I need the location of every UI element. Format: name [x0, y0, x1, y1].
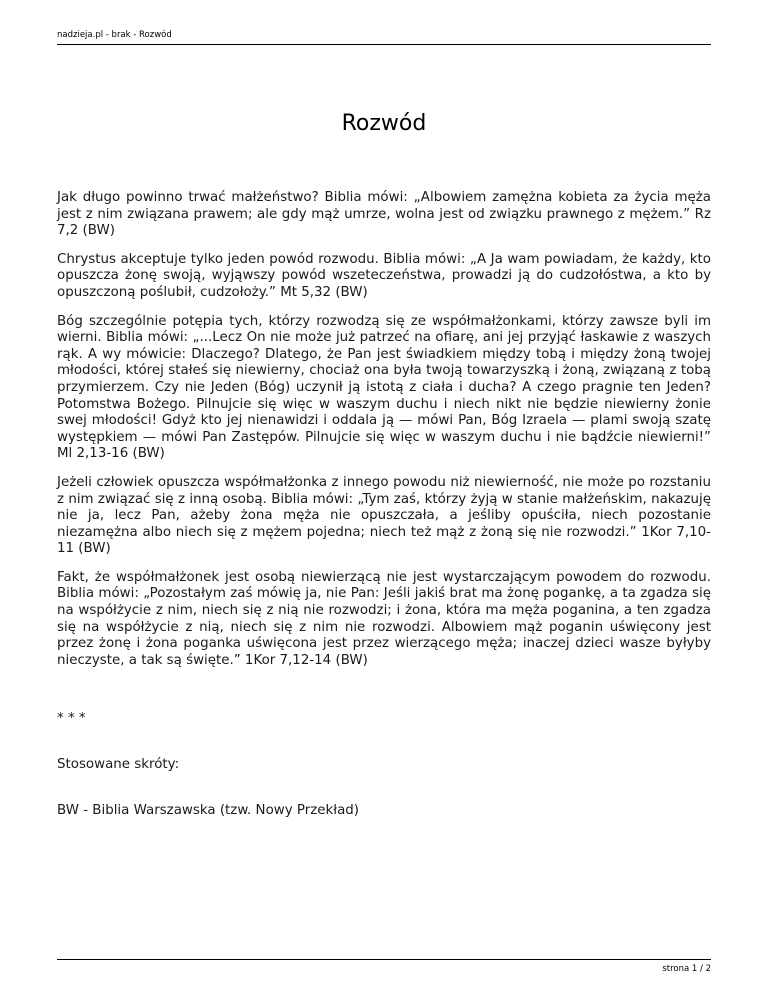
- page-footer: [57, 959, 711, 974]
- section-separator: * * *: [57, 711, 86, 727]
- paragraph-1: Jak długo powinno trwać małżeństwo? Biblia mówi: „Albowiem zamężna kobieta za życia męża jest z nim związana prawem; ale gdy mąż umrze, wolna jest od związku prawnego z mężem.” Rz 7,2 (BW): [57, 190, 711, 239]
- paragraph-2: Chrystus akceptuje tylko jeden powód rozwodu. Biblia mówi: „A Ja wam powiadam, że każdy, kto opuszcza żonę swoją, wyjąwszy powód wszeteczeństwa, prowadzi ją do cudzołóstwa, a kto by opuszczoną poślubił, cudzołoży.” Mt 5,32 (BW): [57, 251, 711, 300]
- page-number: strona 1 / 2: [662, 964, 711, 974]
- abbreviation-item: BW - Biblia Warszawska (tzw. Nowy Przekład): [57, 802, 359, 818]
- paragraph-5: Fakt, że współmałżonek jest osobą niewierzącą nie jest wystarczającym powodem do rozwodu. Biblia mówi: „Pozostałym zaś mówię ja, nie Pan: Jeśli jakiś brat ma żonę pogankę, a ta zgadza się na współżycie z nim, niech się z nią nie rozwodzi; i żona, która ma męża poganina, a ten zgadza się na współżycie z nią, niech się z nim nie rozwodzi. Albowiem mąż poganin uświęcony jest przez żonę i żona poganka uświęcona jest przez wierzącego męża; inaczej dzieci wasze byłyby nieczyste, a tak są święte.” 1Kor 7,12-14 (BW): [57, 569, 711, 668]
- header-breadcrumb: nadzieja.pl - brak - Rozwód: [57, 30, 172, 40]
- abbreviations-heading: Stosowane skróty:: [57, 757, 180, 773]
- document-title: Rozwód: [341, 111, 427, 136]
- paragraph-3: Bóg szczególnie potępia tych, którzy rozwodzą się ze współmałżonkami, którzy zawsze byli im wierni. Biblia mówi: „...Lecz On nie może już patrzeć na ofiarę, ani jej przyjąć łaskawie z waszych rąk. A wy mówicie: Dlaczego? Dlatego, że Pan jest świadkiem między tobą i między żoną twojej młodości, której stałeś się niewierny, chociaż ona była twoją towarzyszką i żoną, związaną z tobą przymierzem. Czy nie Jeden (Bóg) uczynił ją istotą z ciała i ducha? A czego pragnie ten Jeden? Potomstwa Bożego. Pilnujcie się więc w waszym duchu i niech nikt nie będzie niewierny żonie swej młodości! Gdyż kto jej nienawidzi i oddala ją — mówi Pan, Bóg Izraela — plami swoją szatę występkiem — mówi Pan Zastępów. Pilnujcie się więc w waszym duchu i nie bądźcie niewierni!” Ml 2,13-16 (BW): [57, 313, 711, 462]
- document-body: [57, 190, 711, 819]
- paragraph-4: Jeżeli człowiek opuszcza współmałżonka z innego powodu niż niewierność, nie może po rozstaniu z nim związać się z inną osobą. Biblia mówi: „Tym zaś, którzy żyją w stanie małżeńskim, nakazuję nie ja, lecz Pan, ażeby żona męża nie opuszczała, a jeśliby opuściła, niech pozostanie niezamężna albo niech się z mężem pojedna; niech też mąż z żoną się nie rozwodzi.” 1Kor 7,10-11 (BW): [57, 474, 711, 557]
- page-header: [57, 30, 711, 45]
